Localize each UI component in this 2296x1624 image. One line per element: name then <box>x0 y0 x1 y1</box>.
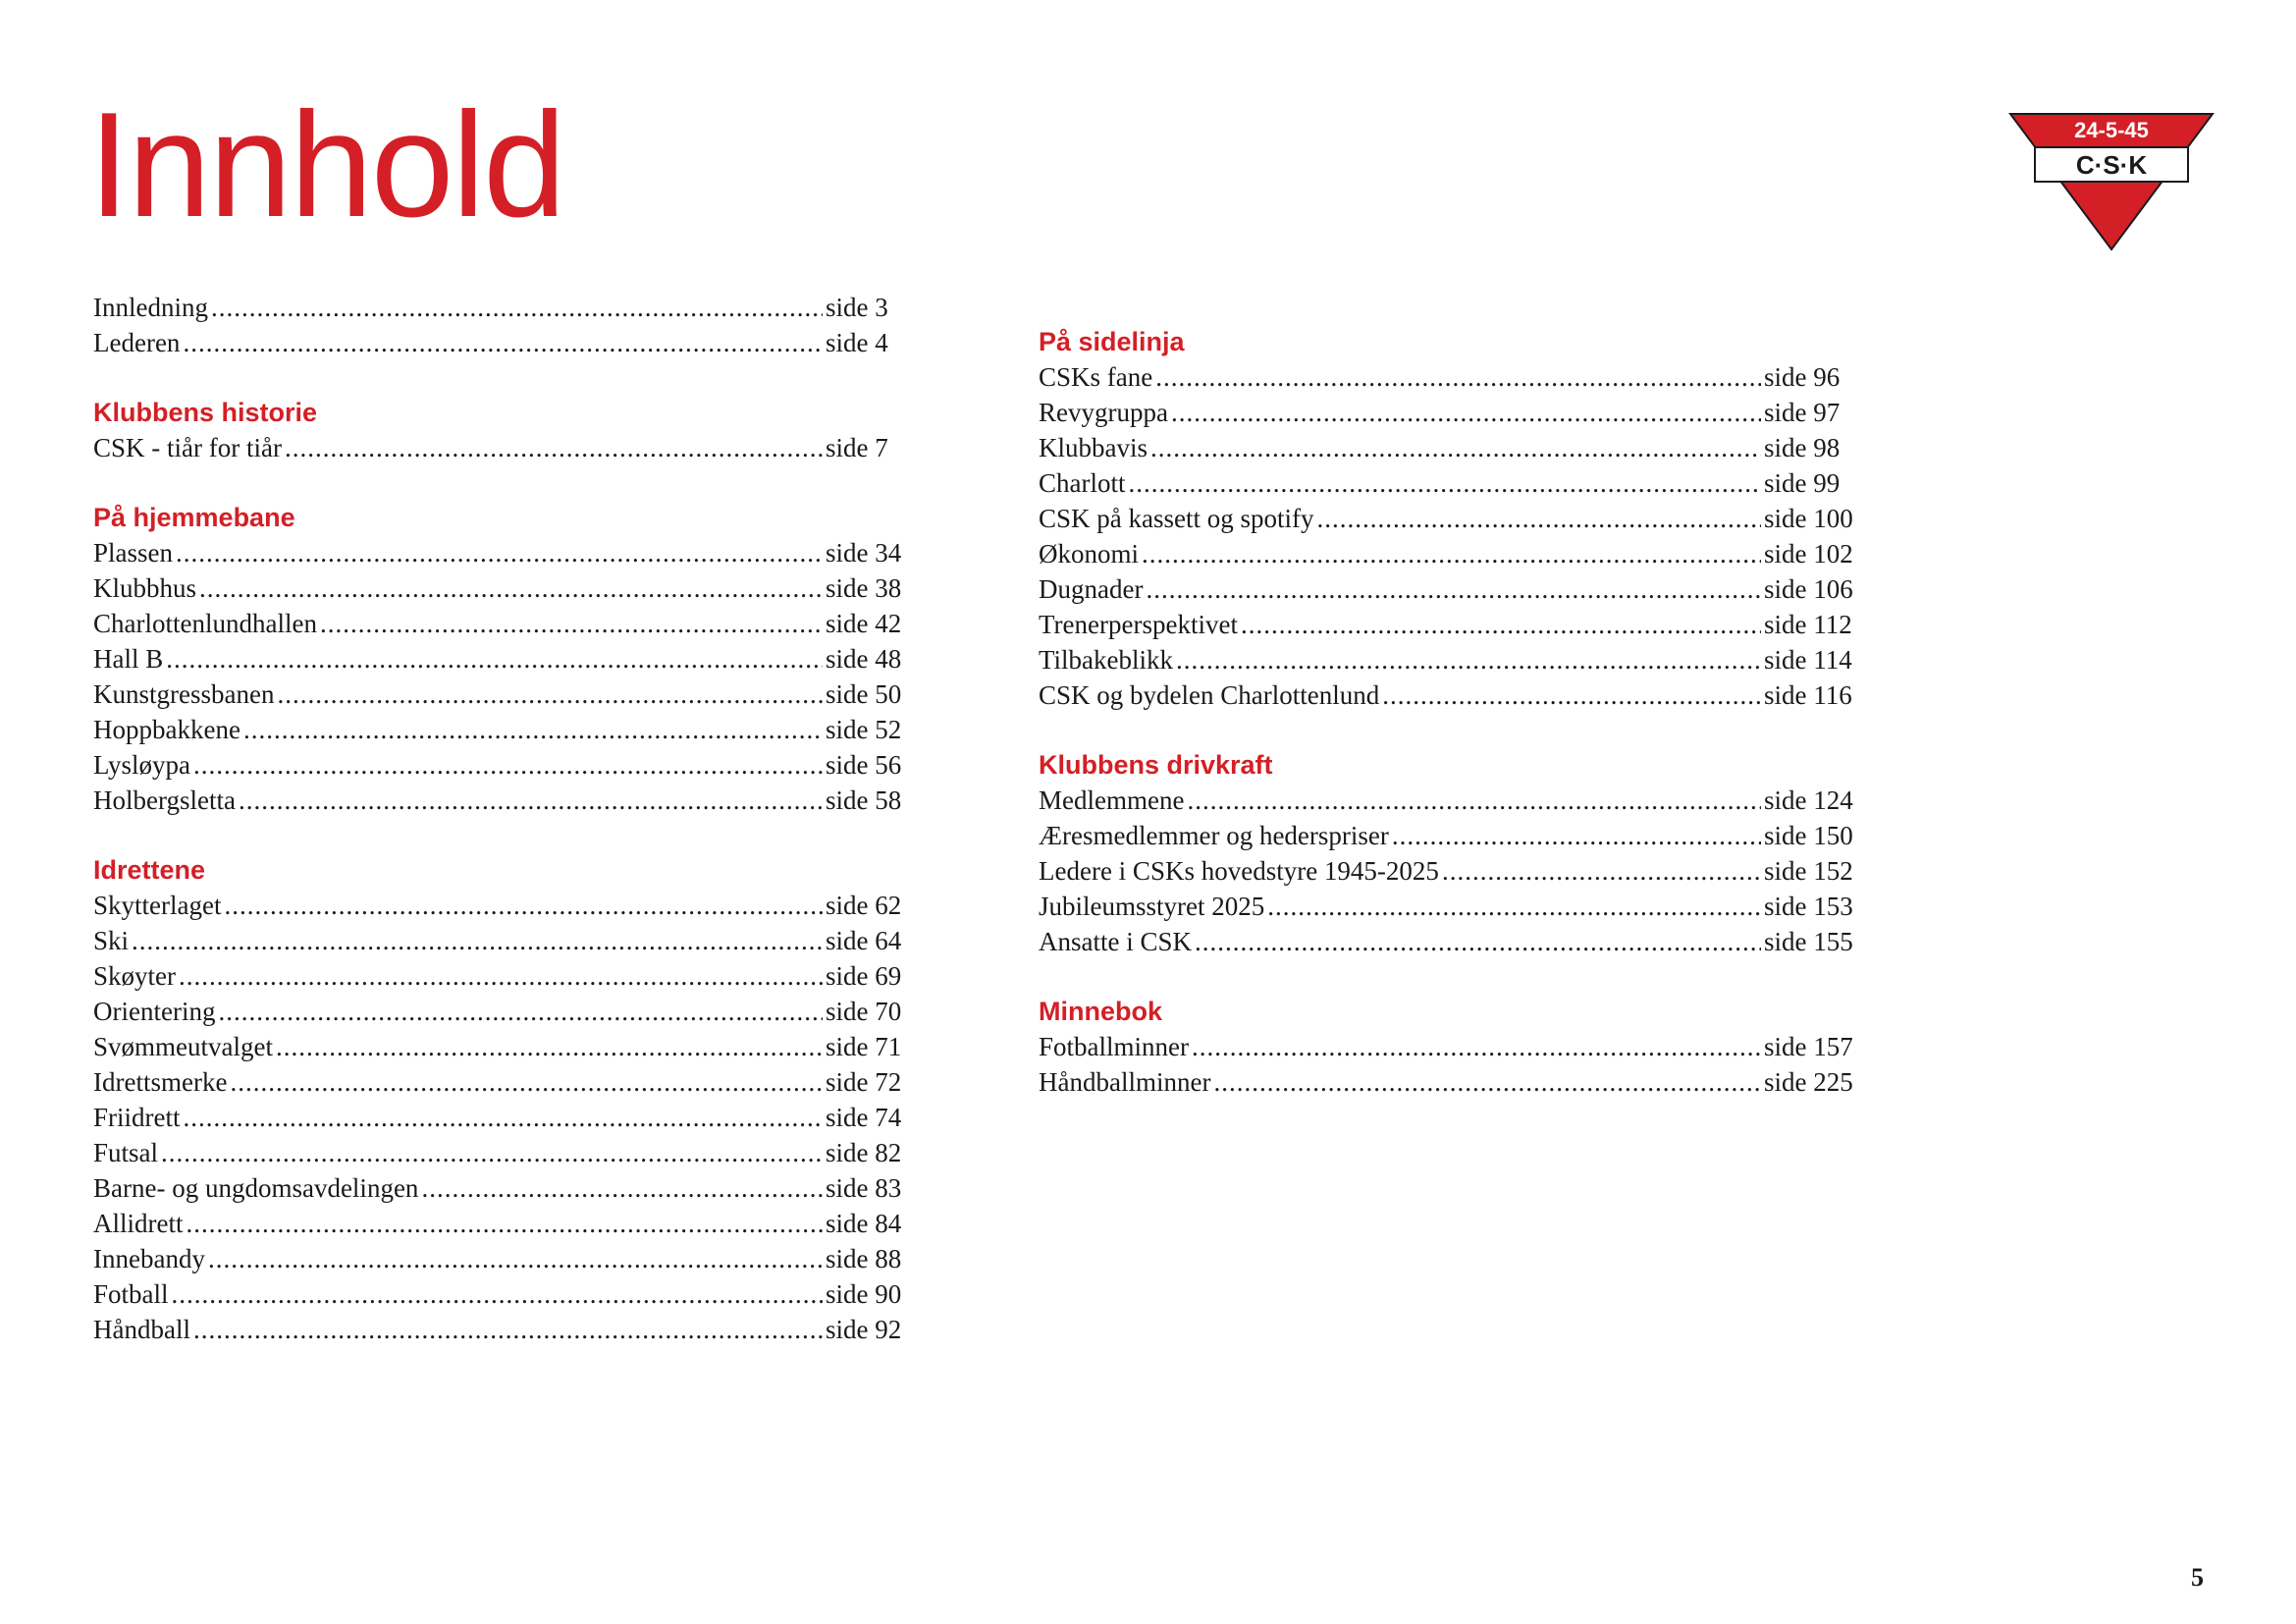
toc-entry[interactable] <box>93 430 908 465</box>
toc-entry-page: side 124 <box>1764 785 1853 815</box>
dot-leader <box>1176 642 1761 677</box>
toc-entry-label: Medlemmene <box>1039 785 1185 815</box>
toc-entry-page: side 157 <box>1764 1032 1853 1061</box>
toc-entry-page: side 112 <box>1764 610 1852 639</box>
toc-entry[interactable] <box>93 1241 908 1276</box>
toc-entry-label: Svømmeutvalget <box>93 1032 273 1061</box>
toc-entry-page: side 106 <box>1764 574 1853 604</box>
toc-entry[interactable] <box>93 747 908 783</box>
toc-entry-label: Lederen <box>93 328 181 357</box>
toc-entry-page: side 74 <box>826 1103 902 1132</box>
toc-entry[interactable] <box>93 570 908 606</box>
toc-entry[interactable] <box>93 677 908 712</box>
toc-entry[interactable] <box>93 1206 908 1241</box>
toc-entry[interactable] <box>1039 465 1864 501</box>
toc-entry-label: Skøyter <box>93 961 176 991</box>
toc-entry-page: side 88 <box>826 1244 902 1273</box>
toc-entry-label: Charlott <box>1039 468 1126 498</box>
toc-entry[interactable] <box>93 290 908 325</box>
toc-entry-label: Kunstgressbanen <box>93 679 275 709</box>
dot-leader <box>1192 1029 1761 1064</box>
toc-entry-label: Holbergsletta <box>93 785 236 815</box>
dot-leader <box>1171 395 1761 430</box>
dot-leader <box>208 1241 823 1276</box>
dot-leader <box>1129 465 1762 501</box>
toc-entry[interactable] <box>1039 571 1864 607</box>
toc-entry-page: side 58 <box>826 785 902 815</box>
toc-entry-label: Plassen <box>93 538 173 568</box>
dot-leader <box>1146 571 1761 607</box>
toc-entry-label: Håndball <box>93 1315 190 1344</box>
toc-entry-page: side 225 <box>1764 1067 1853 1097</box>
toc-entry-page: side 84 <box>826 1209 902 1238</box>
toc-entry-label: Hall B <box>93 644 164 674</box>
toc-entry-page: side 69 <box>826 961 902 991</box>
toc-entry[interactable] <box>1039 607 1864 642</box>
toc-entry[interactable] <box>93 712 908 747</box>
toc-entry-label: CSKs fane <box>1039 362 1153 392</box>
dot-leader <box>211 290 823 325</box>
dot-leader <box>1241 607 1761 642</box>
toc-entry-page: side 70 <box>826 997 902 1026</box>
section-heading-klubbens-drivkraft: Klubbens drivkraft <box>1039 750 1273 780</box>
dot-leader <box>193 747 823 783</box>
toc-entry-page: side 97 <box>1764 398 1841 427</box>
dot-leader <box>320 606 823 641</box>
toc-entry[interactable] <box>93 1312 908 1347</box>
toc-entry-page: side 71 <box>826 1032 902 1061</box>
toc-entry[interactable] <box>93 958 908 994</box>
toc-entry[interactable] <box>1039 395 1864 430</box>
toc-entry-label: CSK på kassett og spotify <box>1039 504 1314 533</box>
toc-entry-label: Klubbavis <box>1039 433 1148 462</box>
dot-leader <box>166 641 823 677</box>
toc-entry[interactable] <box>1039 1064 1864 1100</box>
toc-entry-label: Innebandy <box>93 1244 205 1273</box>
toc-entry-page: side 90 <box>826 1279 902 1309</box>
toc-entry-label: Klubbhus <box>93 573 197 603</box>
toc-entry[interactable] <box>93 1135 908 1170</box>
dot-leader <box>1382 677 1761 713</box>
toc-entry[interactable] <box>93 1100 908 1135</box>
section-heading-pa-hjemmebane: På hjemmebane <box>93 503 295 532</box>
dot-leader <box>421 1170 823 1206</box>
dot-leader <box>1392 818 1761 853</box>
toc-entry-page: side 48 <box>826 644 902 674</box>
toc-entry-page: side 150 <box>1764 821 1853 850</box>
dot-leader <box>1150 430 1761 465</box>
toc-entry-page: side 7 <box>826 433 888 462</box>
toc-entry[interactable] <box>1039 924 1864 959</box>
dot-leader <box>186 1206 823 1241</box>
toc-entry[interactable] <box>93 1029 908 1064</box>
toc-entry-label: Tilbakeblikk <box>1039 645 1174 675</box>
section-heading-pa-sidelinja: På sidelinja <box>1039 327 1185 356</box>
toc-entry-page: side 114 <box>1764 645 1852 675</box>
toc-entry-label: Fotball <box>93 1279 169 1309</box>
toc-entry[interactable] <box>93 1064 908 1100</box>
toc-entry[interactable] <box>93 888 908 923</box>
section-heading-idrettene: Idrettene <box>93 855 206 885</box>
toc-entry-label: Allidrett <box>93 1209 184 1238</box>
toc-entry[interactable] <box>1039 783 1864 818</box>
toc-entry-label: Jubileumsstyret 2025 <box>1039 892 1265 921</box>
toc-entry-label: Futsal <box>93 1138 159 1167</box>
toc-entry[interactable] <box>93 1276 908 1312</box>
toc-entry-page: side 153 <box>1764 892 1853 921</box>
club-logo <box>2008 112 2215 251</box>
dot-leader <box>176 535 823 570</box>
logo-date: 24-5-45 <box>2074 118 2149 142</box>
toc-entry[interactable] <box>93 994 908 1029</box>
toc-entry-label: Håndballminner <box>1039 1067 1211 1097</box>
toc-entry-page: side 52 <box>826 715 902 744</box>
toc-entry-page: side 100 <box>1764 504 1853 533</box>
toc-entry-label: Friidrett <box>93 1103 181 1132</box>
toc-entry-label: Orientering <box>93 997 216 1026</box>
toc-entry-page: side 72 <box>826 1067 902 1097</box>
dot-leader <box>183 325 823 360</box>
toc-entry-page: side 96 <box>1764 362 1841 392</box>
toc-entry[interactable] <box>93 606 908 641</box>
toc-left-column <box>93 290 908 1347</box>
dot-leader <box>243 712 823 747</box>
toc-entry-label: Innledning <box>93 293 208 322</box>
dot-leader <box>1442 853 1761 889</box>
toc-entry-page: side 42 <box>826 609 902 638</box>
toc-entry-page: side 99 <box>1764 468 1841 498</box>
section-heading-klubbens-historie: Klubbens historie <box>93 398 318 427</box>
toc-entry-page: side 4 <box>826 328 888 357</box>
toc-entry-label: Hoppbakkene <box>93 715 240 744</box>
toc-entry-page: side 102 <box>1764 539 1853 568</box>
toc-entry-label: Skytterlaget <box>93 891 222 920</box>
dot-leader <box>1213 1064 1761 1100</box>
page-title: Innhold <box>88 81 564 248</box>
toc-entry-page: side 50 <box>826 679 902 709</box>
dot-leader <box>224 888 823 923</box>
dot-leader <box>1317 501 1762 536</box>
toc-entry[interactable] <box>93 641 908 677</box>
dot-leader <box>277 677 823 712</box>
logo-name: C·S·K <box>2075 150 2148 180</box>
toc-entry-label: Dugnader <box>1039 574 1144 604</box>
toc-entry[interactable] <box>1039 501 1864 536</box>
toc-entry[interactable] <box>1039 677 1864 713</box>
toc-entry[interactable] <box>93 1170 908 1206</box>
toc-entry-page: side 64 <box>826 926 902 955</box>
dot-leader <box>161 1135 823 1170</box>
toc-entry-label: Charlottenlundhallen <box>93 609 317 638</box>
toc-entry-page: side 98 <box>1764 433 1841 462</box>
toc-entry[interactable] <box>1039 889 1864 924</box>
toc-entry-page: side 152 <box>1764 856 1853 886</box>
dot-leader <box>172 1276 823 1312</box>
dot-leader <box>1187 783 1761 818</box>
dot-leader <box>239 783 823 818</box>
toc-entry-label: Revygruppa <box>1039 398 1168 427</box>
toc-entry-page: side 38 <box>826 573 902 603</box>
toc-entry-page: side 56 <box>826 750 902 780</box>
toc-entry[interactable] <box>1039 642 1864 677</box>
toc-entry-label: Økonomi <box>1039 539 1140 568</box>
toc-entry-page: side 34 <box>826 538 902 568</box>
dot-leader <box>193 1312 823 1347</box>
toc-entry-page: side 3 <box>826 293 888 322</box>
toc-entry[interactable] <box>1039 1029 1864 1064</box>
toc-entry-page: side 116 <box>1764 680 1852 710</box>
toc-entry-label: Ledere i CSKs hovedstyre 1945-2025 <box>1039 856 1439 886</box>
toc-entry-page: side 82 <box>826 1138 902 1167</box>
toc-entry-page: side 155 <box>1764 927 1853 956</box>
toc-entry[interactable] <box>93 535 908 570</box>
toc-entry[interactable] <box>93 783 908 818</box>
toc-entry[interactable] <box>1039 853 1864 889</box>
dot-leader <box>199 570 823 606</box>
toc-entry[interactable] <box>1039 536 1864 571</box>
dot-leader <box>132 923 823 958</box>
toc-entry-page: side 92 <box>826 1315 902 1344</box>
dot-leader <box>276 1029 823 1064</box>
toc-entry[interactable] <box>1039 430 1864 465</box>
dot-leader <box>218 994 823 1029</box>
toc-entry[interactable] <box>93 923 908 958</box>
toc-right-column <box>1039 324 1864 1100</box>
page-number: 5 <box>2191 1563 2204 1592</box>
toc-entry-label: Ski <box>93 926 130 955</box>
toc-entry-label: Fotballminner <box>1039 1032 1189 1061</box>
toc-entry-page: side 83 <box>826 1173 902 1203</box>
toc-entry-label: Lysløypa <box>93 750 190 780</box>
toc-entry-label: Æresmedlemmer og hederspriser <box>1039 821 1389 850</box>
dot-leader <box>184 1100 824 1135</box>
toc-entry-label: CSK og bydelen Charlottenlund <box>1039 680 1380 710</box>
dot-leader <box>1195 924 1761 959</box>
dot-leader <box>1267 889 1761 924</box>
dot-leader <box>1155 359 1761 395</box>
toc-entry-label: Trenerperspektivet <box>1039 610 1238 639</box>
section-heading-minnebok: Minnebok <box>1039 997 1162 1026</box>
toc-entry[interactable] <box>1039 818 1864 853</box>
toc-entry-label: Barne- og ungdomsavdelingen <box>93 1173 419 1203</box>
dot-leader <box>179 958 823 994</box>
toc-entry-label: CSK - tiår for tiår <box>93 433 282 462</box>
toc-entry-page: side 62 <box>826 891 902 920</box>
dot-leader <box>285 430 823 465</box>
dot-leader <box>230 1064 823 1100</box>
toc-entry[interactable] <box>93 325 908 360</box>
dot-leader <box>1142 536 1761 571</box>
toc-entry[interactable] <box>1039 359 1864 395</box>
toc-entry-label: Ansatte i CSK <box>1039 927 1193 956</box>
toc-entry-label: Idrettsmerke <box>93 1067 228 1097</box>
